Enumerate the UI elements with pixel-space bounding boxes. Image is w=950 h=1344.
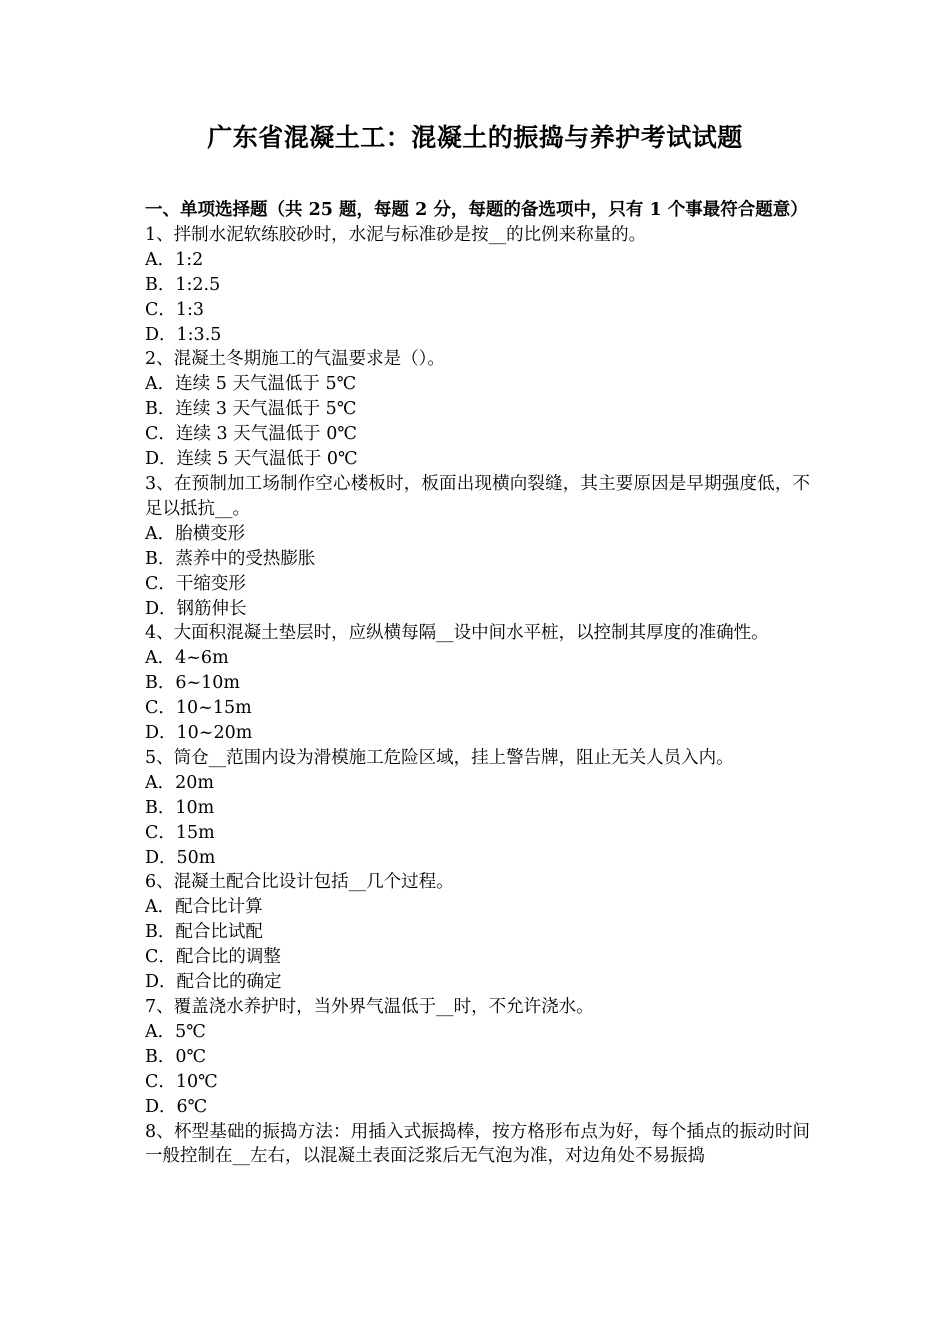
question-stem: 2、混凝土冬期施工的气温要求是（）。: [145, 349, 445, 370]
option-a: A．连续 5 天气温低于 5℃: [145, 374, 357, 395]
option-d: D．1:3.5: [145, 324, 222, 345]
question-stem: 7、覆盖浇水养护时，当外界气温低于__时，不允许浇水。: [145, 997, 594, 1017]
option-b: B．10m: [145, 797, 215, 818]
option-c: C．配合比的调整: [145, 947, 281, 968]
question-stem: 3、在预制加工场制作空心楼板时，板面出现横向裂缝，其主要原因是早期强度低，不足以抵抗__。: [145, 473, 810, 519]
option-c: C．连续 3 天气温低于 0℃: [145, 424, 357, 445]
option-a: A．胎横变形: [145, 523, 246, 544]
option-d: D．连续 5 天气温低于 0℃: [145, 449, 358, 470]
option-b: B．0℃: [145, 1046, 207, 1067]
question-stem: 6、混凝土配合比设计包括__几个过程。: [145, 872, 454, 893]
question-stem: 1、拌制水泥软练胶砂时，水泥与标准砂是按__的比例来称量的。: [145, 224, 647, 245]
option-a: A．5℃: [145, 1021, 206, 1042]
option-c: C．15m: [145, 822, 215, 843]
option-c: C．10℃: [145, 1071, 218, 1092]
option-d: D．钢筋伸长: [145, 598, 247, 619]
page-title: 广东省混凝土工：混凝土的振捣与养护考试试题: [207, 123, 743, 152]
option-a: A．20m: [145, 772, 215, 793]
option-a: A．配合比计算: [145, 897, 263, 918]
question-stem: 4、大面积混凝土垫层时，应纵横每隔__设中间水平桩，以控制其厚度的准确性。: [145, 623, 769, 644]
section-heading: 一、单项选择题（共 25 题，每题 2 分，每题的备选项中，只有 1 个事最符合题意）: [145, 200, 808, 220]
option-b: B．1:2.5: [145, 274, 221, 295]
option-b: B．连续 3 天气温低于 5℃: [145, 399, 357, 420]
question-list: [145, 198, 810, 1169]
option-c: C．1:3: [145, 299, 205, 320]
option-a: A．1:2: [145, 249, 204, 270]
option-c: C．干缩变形: [145, 573, 246, 594]
question-stem: 8、杯型基础的振捣方法：用插入式振捣棒，按方格形布点为好，每个插点的振动时间一般控制在__左右，以混凝土表面泛浆后无气泡为准，对边角处不易振捣: [145, 1121, 810, 1167]
option-a: A．4~6m: [145, 648, 229, 669]
option-d: D．10~20m: [145, 723, 253, 744]
option-d: D．配合比的确定: [145, 972, 282, 993]
option-d: D．6℃: [145, 1096, 208, 1117]
question-stem: 5、筒仓__范围内设为滑模施工危险区域，挂上警告牌，阻止无关人员入内。: [145, 747, 734, 768]
option-c: C．10~15m: [145, 698, 252, 719]
option-b: B．配合比试配: [145, 922, 263, 943]
option-d: D．50m: [145, 847, 216, 868]
option-b: B．6~10m: [145, 673, 241, 694]
option-b: B．蒸养中的受热膨胀: [145, 548, 316, 569]
